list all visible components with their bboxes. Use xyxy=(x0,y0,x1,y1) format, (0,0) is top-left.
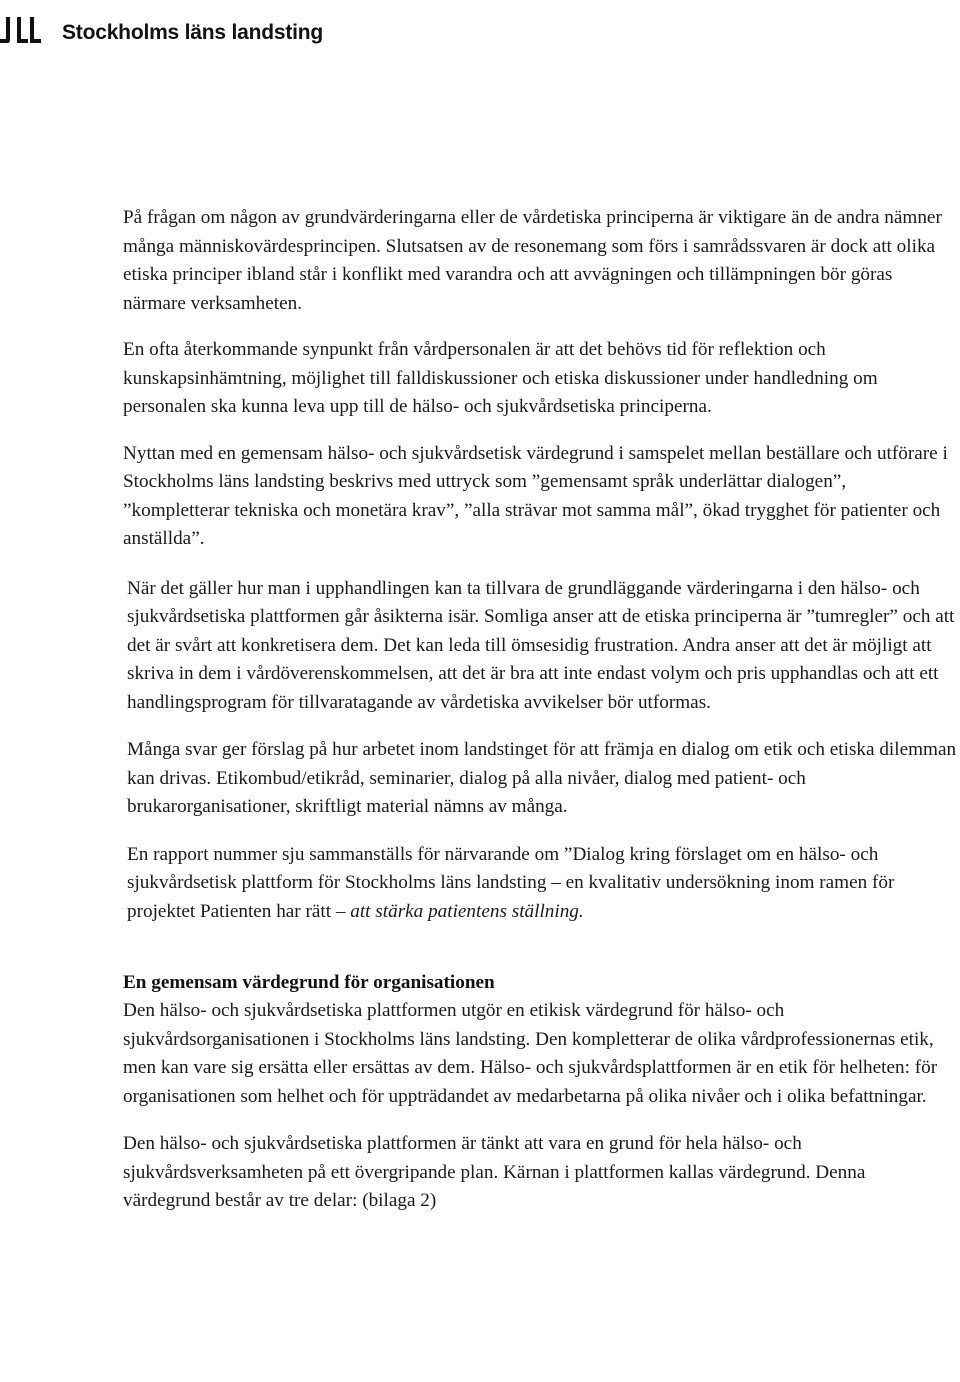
paragraph-4: När det gäller hur man i upphandlingen kan ta tillvara de grundläggande värderingarna i den hälso- och sjukvårdsetiska plattformen går åsikterna isär. Somliga anser att de etiska principerna är ”tumregler” och att det är svårt att konkretisera dem. Det kan leda till ömsesidig frustration. Andra anser att det är möjligt att skriva in dem i vårdöverenskommelsen, att det är bra att inte endast volym och pris upphandlas och att ett handlingsprogram för tillvaratagande av vårdetiska avvikelser bör utformas. xyxy=(127,577,955,713)
paragraph-2: En ofta återkommande synpunkt från vårdpersonalen är att det behövs tid för reflektion och kunskapsinhämtning, möjlighet till falldiskussioner och etiska diskussioner under handledning om personalen ska kunna leva upp till de hälso- och sjukvårdsetiska principerna. xyxy=(123,339,878,417)
organization-name: Stockholms läns landsting xyxy=(62,20,324,44)
section-heading: En gemensam värdegrund för organisationen xyxy=(123,972,495,993)
page-header xyxy=(0,14,323,50)
paragraph-1: På frågan om någon av grundvärderingarna eller de vårdetiska principerna är viktigare än de andra nämner många människovärdesprincipen. Slutsatsen av de resonemang som förs i samrådssvaren är dock att olika etiska principer ibland står i konflikt med varandra och att avvägningen och tillämpningen bör göras närmare verksamheten. xyxy=(123,207,942,314)
document-body xyxy=(123,204,957,1216)
sll-logo-icon xyxy=(0,17,58,47)
report-paragraph xyxy=(127,841,957,927)
paragraph-5: Många svar ger förslag på hur arbetet inom landstinget för att främja en dialog om etik och etiska dilemman kan drivas. Etikombud/etikråd, seminarier, dialog på alla nivåer, dialog med patient- och brukarorganisationer, skriftligt material nämns av många. xyxy=(127,739,957,817)
report-paragraph-text: En rapport nummer sju sammanställs för närvarande om ”Dialog kring förslaget om en hälso- och sjukvårdsetisk plattform för Stockholms läns landsting – en kvalitativ undersökning inom ramen för projektet Patienten har rätt – xyxy=(127,843,895,922)
report-paragraph-italic: att stärka patientens ställning. xyxy=(350,900,584,922)
paragraph-3: Nyttan med en gemensam hälso- och sjukvårdsetisk värdegrund i samspelet mellan beställare och utförare i Stockholms läns landsting beskrivs med uttryck som ”gemensamt språk underlättar dialogen”, ”kompletterar tekniska och monetära krav”, ”alla strävar mot samma mål”, ökad trygghet för patienter och anställda”. xyxy=(123,442,948,549)
section-paragraph-1: Den hälso- och sjukvårdsetiska plattformen utgör en etikisk värdegrund för hälso- och sjukvårdsorganisationen i Stockholms läns landsting. Den kompletterar de olika vårdprofessionernas etik, men kan vare sig ersätta eller ersättas av dem. Hälso- och sjukvårdsplattformen är en etik för helheten: för organisationen som helhet och för uppträdandet av medarbetarna på olika nivåer och i olika befattningar. xyxy=(123,1000,938,1107)
section-paragraph-2: Den hälso- och sjukvårdsetiska plattformen är tänkt att vara en grund för hela hälso- och sjukvårdsverksamheten på ett övergripande plan. Kärnan i plattformen kallas värdegrund. Denna värdegrund består av tre delar: (bilaga 2) xyxy=(123,1133,866,1211)
